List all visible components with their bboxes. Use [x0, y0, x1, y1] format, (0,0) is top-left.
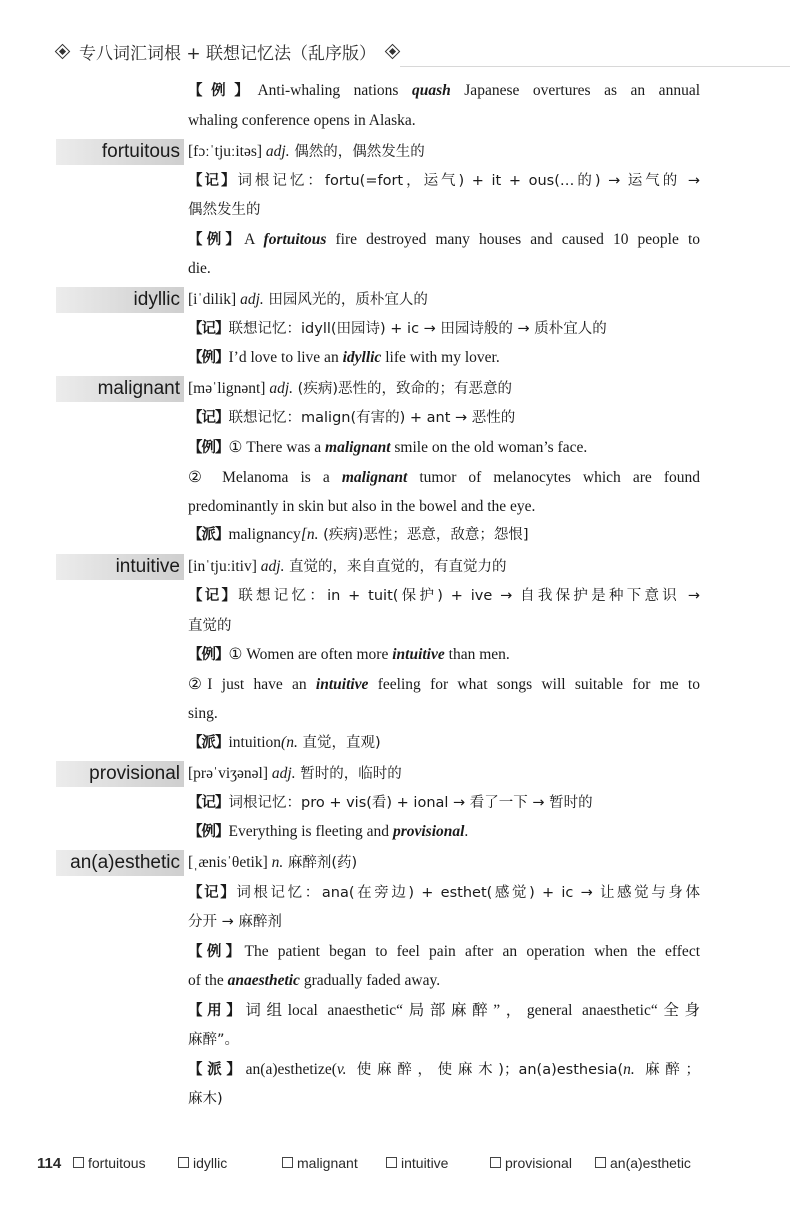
- footer-checkbox-item[interactable]: [178, 1155, 227, 1171]
- example-text: life with my lover.: [381, 349, 500, 366]
- memory-tag: 【记】: [188, 588, 239, 604]
- example-text: I’d love to live an: [228, 349, 343, 366]
- footer-checkbox-item[interactable]: [386, 1155, 448, 1171]
- usage-text: 词组local anaesthetic“局部麻醉”，general anaesthetic“全身: [245, 1002, 701, 1019]
- example-text: of the: [188, 972, 228, 989]
- keyword: malignant: [341, 469, 408, 486]
- example-malignant-2: [188, 468, 700, 488]
- headword-intuitive: intuitive: [56, 554, 184, 580]
- usage-anaesthetic-2: 麻醉”。: [188, 1032, 240, 1048]
- phonetic: [ˌænisˈθetik]: [188, 854, 268, 871]
- example-idyllic-1: [188, 348, 700, 368]
- part-of-speech: n.: [623, 1061, 635, 1078]
- phonetic: [fɔːˈtjuːitəs]: [188, 143, 263, 160]
- header-rule: [400, 66, 790, 67]
- footer-checkbox-item[interactable]: [595, 1155, 691, 1171]
- example-intuitive-3: sing.: [188, 705, 218, 722]
- checkbox-icon[interactable]: [490, 1157, 501, 1168]
- derivative-text: 直觉，直观): [297, 735, 381, 751]
- example-malignant-1: [188, 438, 700, 458]
- definition-fortuitous: [188, 142, 700, 162]
- example-text: ② Melanoma is a: [188, 469, 342, 486]
- checkbox-icon[interactable]: [386, 1157, 397, 1168]
- memory-malignant-1: [188, 408, 700, 428]
- top-example-line-1: [188, 81, 700, 101]
- definition-text: 田园风光的，质朴宜人的: [263, 292, 428, 308]
- memory-intuitive-1: [188, 586, 700, 606]
- definition-provisional: [188, 764, 700, 784]
- memory-intuitive-2: 直觉的: [188, 618, 232, 634]
- keyword: malignant: [325, 439, 391, 456]
- checkbox-icon[interactable]: [282, 1157, 293, 1168]
- memory-text: 联想记忆：malign(有害的) + ant → 恶性的: [228, 410, 516, 426]
- headword-idyllic: idyllic: [56, 287, 184, 313]
- keyword: quash: [411, 82, 451, 99]
- checkbox-icon[interactable]: [178, 1157, 189, 1168]
- definition-anaesthetic: [188, 853, 700, 873]
- part-of-speech: n.: [271, 854, 284, 871]
- page-number: 114: [37, 1155, 62, 1172]
- derivative-tag: 【派】: [188, 527, 229, 543]
- derivative-anaesthetic-2: 麻木): [188, 1091, 223, 1107]
- example-tag: 【例】: [188, 440, 229, 456]
- part-of-speech: (n.: [281, 734, 298, 751]
- footer-word: fortuitous: [88, 1155, 146, 1171]
- example-tag: 【例】: [188, 824, 229, 840]
- keyword: idyllic: [342, 349, 382, 366]
- memory-text: 联想记忆：idyll(田园诗) + ic → 田园诗般的 → 质朴宜人的: [228, 321, 607, 337]
- part-of-speech: adj.: [240, 291, 264, 308]
- example-tag: 【例】: [188, 83, 258, 99]
- example-anaesthetic-1: [188, 942, 700, 962]
- definition-text: 麻醉剂(药): [283, 855, 358, 871]
- derivative-intuitive: [188, 733, 700, 753]
- header-title: 专八词汇词根 + 联想记忆法（乱序版）: [79, 43, 377, 64]
- example-fortuitous-1: [188, 230, 700, 250]
- memory-text: 词根记忆：pro + vis(看) + ional → 看了一下 → 暂时的: [228, 795, 593, 811]
- derivative-tag: 【派】: [188, 1062, 246, 1078]
- derivative-word: intuition: [228, 734, 282, 751]
- example-tag: 【例】: [188, 944, 245, 960]
- memory-tag: 【记】: [188, 885, 237, 901]
- definition-idyllic: [188, 290, 700, 310]
- example-text: fire destroyed many houses and caused 10 people to: [326, 231, 700, 248]
- derivative-text: (疾病)恶性；恶意，敌意；怨恨]: [318, 527, 529, 543]
- derivative-anaesthetic-1: [188, 1060, 700, 1080]
- example-text: A: [244, 231, 264, 248]
- example-malignant-3: predominantly in skin but also in the bowel and the eye.: [188, 498, 536, 515]
- usage-anaesthetic-1: [188, 1001, 700, 1021]
- phonetic: [iˈdilik]: [188, 291, 237, 308]
- phonetic: [məˈlignənt]: [188, 380, 266, 397]
- example-text: Everything is fleeting and: [228, 823, 393, 840]
- example-intuitive-2: [188, 675, 700, 695]
- example-text: tumor of melanocytes which are found: [407, 469, 700, 486]
- checkbox-icon[interactable]: [73, 1157, 84, 1168]
- definition-text: 直觉的，来自直觉的，有直觉力的: [284, 559, 507, 575]
- page-header: [46, 36, 766, 66]
- derivative-text: 麻醉；: [634, 1062, 701, 1078]
- phonetic: [inˈtjuːitiv]: [188, 558, 257, 575]
- footer-checkbox-item[interactable]: [282, 1155, 358, 1171]
- derivative-malignant: [188, 525, 700, 545]
- example-text: gradually faded away.: [299, 972, 441, 989]
- part-of-speech: adj.: [269, 380, 294, 397]
- memory-tag: 【记】: [188, 173, 238, 189]
- part-of-speech: adj.: [260, 558, 285, 575]
- footer-checkbox-item[interactable]: [490, 1155, 572, 1171]
- example-tag: 【例】: [188, 350, 229, 366]
- memory-text: 词根记忆：fortu(=fort，运气) + it + ous(…的) → 运气的 →: [237, 173, 701, 189]
- example-text: Japanese overtures as an annual: [450, 82, 701, 99]
- derivative-word: an(a)esthetize(: [245, 1061, 337, 1078]
- headword-provisional: provisional: [56, 761, 184, 787]
- example-text: The patient began to feel pain after an operation when the effect: [244, 943, 700, 960]
- example-text: ① There was a: [228, 439, 326, 456]
- definition-text: 暂时的，临时的: [295, 766, 402, 782]
- headword-anaesthetic: an(a)esthetic: [56, 850, 184, 876]
- part-of-speech: v.: [336, 1061, 347, 1078]
- part-of-speech: adj.: [271, 765, 296, 782]
- keyword: fortuitous: [263, 231, 327, 248]
- memory-anaesthetic-2: 分开 → 麻醉剂: [188, 914, 282, 930]
- keyword: intuitive: [315, 676, 369, 693]
- memory-tag: 【记】: [188, 321, 229, 337]
- example-provisional-1: [188, 822, 700, 842]
- example-text: feeling for what songs will suitable for me to: [368, 676, 700, 693]
- example-anaesthetic-2: [188, 971, 700, 991]
- usage-tag: 【用】: [188, 1003, 246, 1019]
- part-of-speech: [n.: [300, 526, 319, 543]
- example-text: ②I just have an: [188, 676, 316, 693]
- footer-word: idyllic: [193, 1155, 228, 1171]
- derivative-text: 使麻醉，使麻木)；an(a)esthesia(: [346, 1062, 624, 1078]
- keyword: provisional: [392, 823, 465, 840]
- memory-text: 联想记忆：in + tuit(保护) + ive → 自我保护是种下意识 →: [238, 588, 701, 604]
- checkbox-icon[interactable]: [595, 1157, 606, 1168]
- headword-fortuitous: fortuitous: [56, 139, 184, 165]
- diamond-icon: [56, 45, 69, 58]
- example-tag: 【例】: [188, 232, 245, 248]
- memory-tag: 【记】: [188, 410, 229, 426]
- part-of-speech: adj.: [265, 143, 290, 160]
- keyword: intuitive: [392, 646, 445, 663]
- footer-word: malignant: [297, 1155, 358, 1171]
- keyword: anaesthetic: [227, 972, 300, 989]
- diamond-icon: [386, 45, 399, 58]
- footer-checkbox-item[interactable]: [73, 1155, 146, 1171]
- phonetic: [prəˈviʒənəl]: [188, 765, 269, 782]
- example-text: .: [464, 823, 469, 840]
- example-text: Anti-whaling nations: [257, 82, 412, 99]
- footer-word: provisional: [505, 1155, 572, 1171]
- top-example-line-2: whaling conference opens in Alaska.: [188, 112, 416, 129]
- memory-fortuitous-1: [188, 171, 700, 191]
- footer-word: an(a)esthetic: [610, 1155, 691, 1171]
- memory-text: 词根记忆：ana(在旁边) + esthet(感觉) + ic → 让感觉与身体: [236, 885, 700, 901]
- memory-idyllic-1: [188, 319, 700, 339]
- example-intuitive-1: [188, 645, 700, 665]
- headword-malignant: malignant: [56, 376, 184, 402]
- memory-provisional-1: [188, 793, 700, 813]
- page-footer: [37, 1155, 737, 1177]
- derivative-word: malignancy: [228, 526, 301, 543]
- footer-word: intuitive: [401, 1155, 449, 1171]
- definition-malignant: [188, 379, 700, 399]
- memory-anaesthetic-1: [188, 883, 700, 903]
- derivative-tag: 【派】: [188, 735, 229, 751]
- example-text: ① Women are often more: [228, 646, 393, 663]
- example-fortuitous-2: die.: [188, 260, 211, 277]
- definition-intuitive: [188, 557, 700, 577]
- example-text: smile on the old woman’s face.: [390, 439, 588, 456]
- definition-text: (疾病)恶性的，致命的；有恶意的: [293, 381, 512, 397]
- memory-fortuitous-2: 偶然发生的: [188, 202, 261, 218]
- example-text: than men.: [444, 646, 510, 663]
- memory-tag: 【记】: [188, 795, 229, 811]
- definition-text: 偶然的，偶然发生的: [289, 144, 425, 160]
- example-tag: 【例】: [188, 647, 229, 663]
